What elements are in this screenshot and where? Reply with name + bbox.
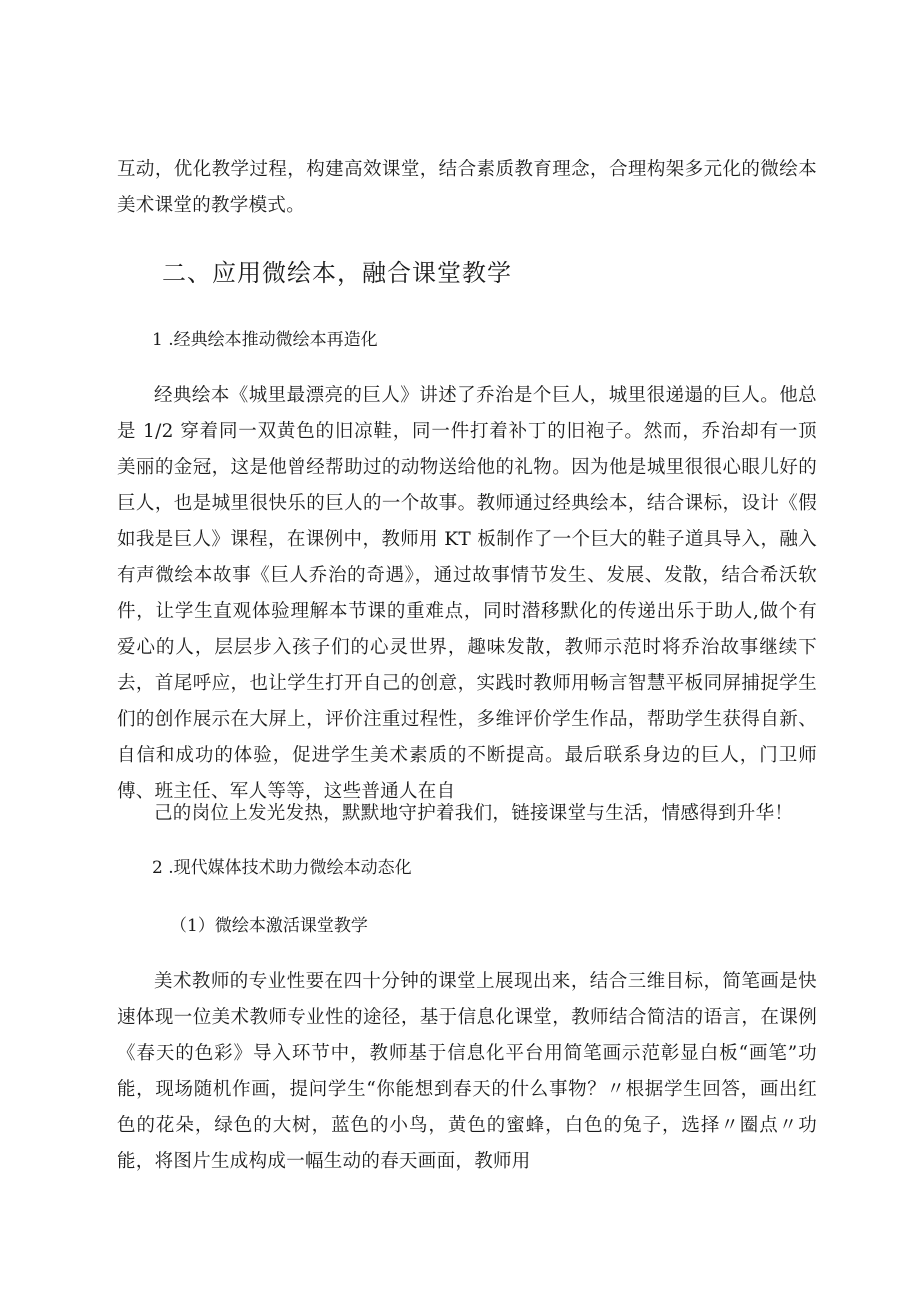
subsubsection-heading-1: （1）微绘本激活课堂教学 [170, 916, 368, 936]
intro-paragraph: 互动，优化教学过程，构建高效课堂，结合素质教育理念，合理构架多元化的微绘本美术课堂的教学模式。 [117, 159, 817, 216]
micro-picture-book-paragraph: 美术教师的专业性要在四十分钟的课堂上展现出来，结合三维目标，简笔画是快速体现一位美术教师专业性的途径，基于信息化课堂，教师结合简洁的语言，在课例《春天的色彩》导入环节中，教师基于信息化平台用简笔画示范彰显白板“画笔”功能，现场随机作画，提问学生“你能想到春天的什么事物？〃根据学生回答，画出红色的花朵，绿色的大树，蓝色的小鸟，黄色的蜜蜂，白色的兔子，选择〃圈点〃功能，将图片生成构成一幅生动的春天画面，教师用 [117, 971, 817, 1172]
subsection-heading-2: 2 .现代媒体技术助力微绘本动态化 [152, 858, 412, 878]
section-heading-2: 二、应用微绘本，融合课堂教学 [162, 259, 512, 287]
classic-picture-book-paragraph: 经典绘本《城里最漂亮的巨人》讲述了乔治是个巨人，城里很递遢的巨人。他总是 1/2 穿着同一双黄色的旧凉鞋，同一件打着补丁的旧袍子。然而，乔治却有一顶美丽的金冠，这是他曾经帮助过的动物送给他的礼物。因为他是城里很很心眼儿好的巨人，也是城里很快乐的巨人的一个故事。教师通过经典绘本，结合课标，设计《假如我是巨人》课程，在课例中，教师用 KT 板制作了一个巨大的鞋子道具导入，融入有声微绘本故事《巨人乔治的奇遇》，通过故事情节发生、发展、发散，结合希沃软件，让学生直观体验理解本节课的重难点，同时潜移默化的传递出乐于助人,做个有爱心的人，层层步入孩子们的心灵世界，趣味发散，教师示范时将乔治故事继续下去，首尾呼应，也让学生打开自己的创意，实践时教师用畅言智慧平板同屏捕捉学生们的创作展示在大屏上，评价注重过程性，多维评价学生作品，帮助学生获得自新、自信和成功的体验，促进学生美术素质的不断提高。最后联系身边的巨人，门卫师傅、班主任、军人等等，这些普通人在自 [117, 385, 817, 802]
continuation-paragraph: 己的岗位上发光发热，默默地守护着我们，链接课堂与生活，情感得到升华！ [154, 803, 794, 824]
subsection-heading-1: 1 .经典绘本推动微绘本再造化 [152, 330, 378, 350]
